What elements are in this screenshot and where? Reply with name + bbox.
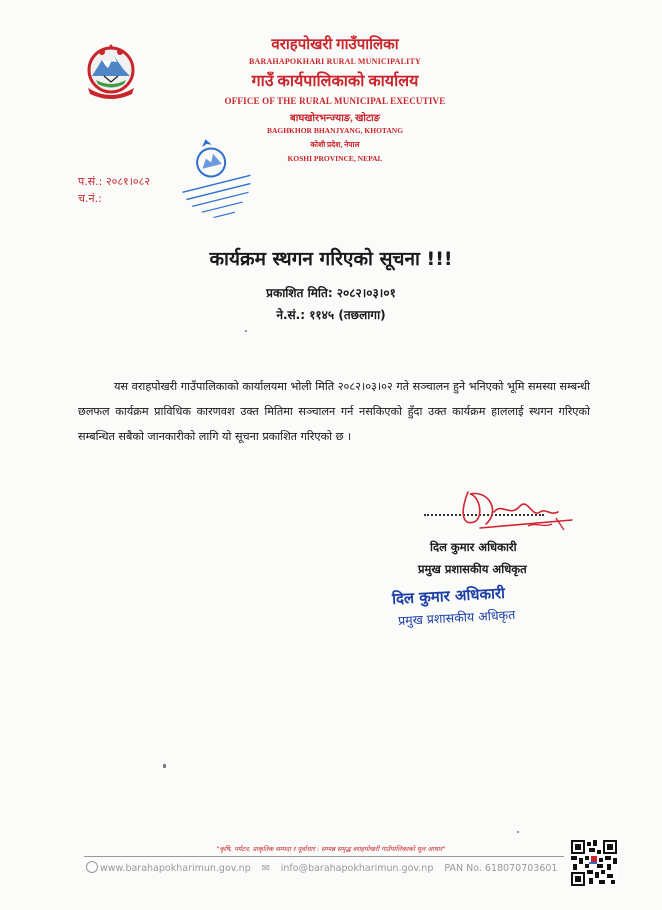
footer-pan: PAN No. 618070703601 — [444, 863, 558, 874]
stamp-post: प्रमुख प्रशासकीय अधिकृत — [397, 606, 516, 629]
email-icon: ✉ — [261, 863, 270, 874]
qr-code-icon[interactable] — [571, 840, 617, 886]
signatory-post: प्रमुख प्रशासकीय अधिकृत — [418, 562, 527, 576]
signatory-name: दिल कुमार अधिकारी — [430, 540, 517, 554]
place-en: BAGHKHOR BHANJYANG, KHOTANG — [266, 126, 404, 135]
footer-website[interactable]: www.barahapokharimun.gov.np — [100, 863, 251, 874]
footer-email[interactable]: info@barahapokharimun.gov.np — [280, 863, 434, 874]
footer-contact — [86, 861, 565, 874]
province-np: कोशी प्रदेश, नेपाल — [310, 140, 360, 149]
published-date: प्रकाशित मिति: २०८२।०३।०१ — [266, 286, 396, 300]
municipality-name-en: BARAHAPOKHARI RURAL MUNICIPALITY — [248, 57, 422, 66]
reference-fiscal-year: प.सं.: २०८१।०८२ — [78, 175, 151, 188]
office-name-en: OFFICE OF THE RURAL MUNICIPAL EXECUTIVE — [224, 96, 446, 106]
place-np: बाघखोरभन्ज्याङ, खोटाङ — [290, 113, 380, 124]
municipality-name-np: वराहपोखरी गाउँपालिका — [271, 37, 399, 53]
scan-speck — [163, 764, 166, 768]
footer-website-item — [86, 861, 251, 874]
nepal-emblem-icon — [80, 40, 142, 102]
signature-icon — [440, 482, 580, 538]
footer-email-item — [262, 863, 434, 874]
stamp-name: दिल कुमार अधिकारी — [391, 584, 506, 608]
globe-icon — [86, 861, 98, 873]
reference-dispatch-number: च.नं.: — [78, 192, 102, 205]
notice-body: यस वराहपोखरी गाउँपालिकाको कार्यालयमा भोली मिति २०८२।०३।०२ गते सञ्चालन हुने भनिएको भूमि समस्या सम्बन्धी छलफल कार्यक्रम प्राविधिक कारणवश उक्त मितिमा सञ्चालन गर्न नसकिएको हुँदा उक्त कार्यक्रम हाललाई स्थगन गरिएको सम्बन्धित सबैको जानकारीको लागि यो सूचना प्रकाशित गरिएको छ । — [78, 380, 590, 443]
scan-speck — [517, 831, 519, 833]
office-name-np: गाउँ कार्यपालिकाको कार्यालय — [251, 73, 419, 90]
notice-title: कार्यक्रम स्थगन गरिएको सूचना !!! — [209, 248, 453, 270]
nepal-sambat-date: ने.सं.: ११४५ (तछलागा) — [276, 308, 386, 322]
province-en: KOSHI PROVINCE, NEPAL — [287, 154, 383, 163]
footer-divider — [84, 856, 564, 857]
scan-speck — [245, 330, 247, 332]
footer-motto: "कृषि, पर्यटन, प्राकृतिक सम्पदा र पूर्वाधार : सम्पन्न समृद्ध वराहपोखरी गाउँपालिकाको मूल आधार" — [216, 845, 446, 853]
